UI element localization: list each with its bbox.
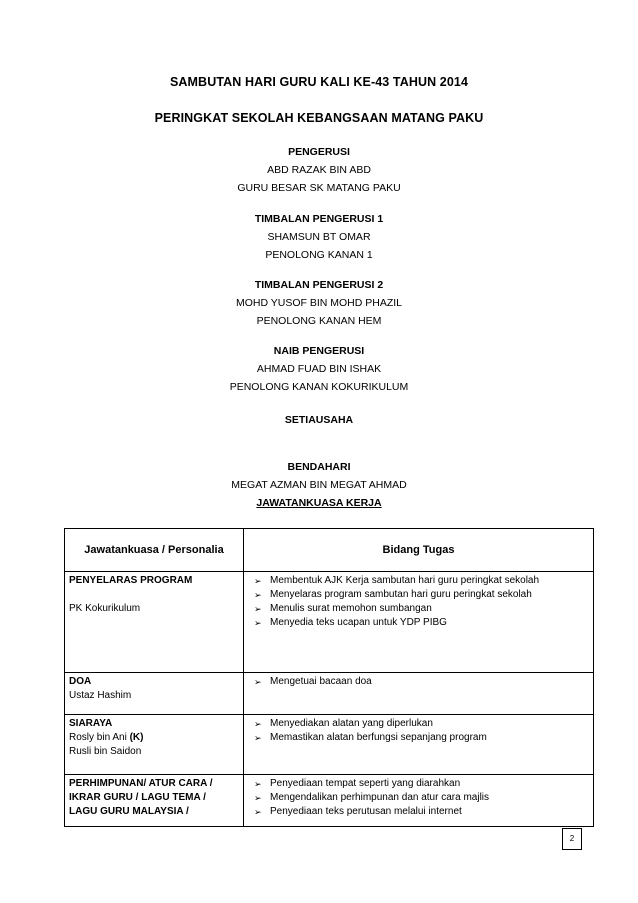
arrow-bullet-icon: ➢ <box>254 793 262 803</box>
table-row <box>65 715 594 775</box>
column-header-bidang-tugas: Bidang Tugas <box>244 529 594 572</box>
naib-block <box>0 342 638 396</box>
arrow-bullet-icon: ➢ <box>254 604 262 614</box>
list-item: ➢ Mengetuai bacaan doa <box>254 676 372 687</box>
tp2-role: PENOLONG KANAN HEM <box>256 315 382 327</box>
tp2-block <box>0 276 638 330</box>
list-item: ➢ Memastikan alatan berfungsi sepanjang program <box>254 732 487 743</box>
list-item: ➢ Menyedia teks ucapan untuk YDP PIBG <box>254 617 447 628</box>
setiausaha-heading: SETIAUSAHA <box>284 414 354 426</box>
document-subtitle: PERINGKAT SEKOLAH KEBANGSAAN MATANG PAKU <box>154 111 484 125</box>
task-list <box>248 717 589 745</box>
personalia-cell <box>65 715 244 775</box>
naib-name: AHMAD FUAD BIN ISHAK <box>256 363 382 375</box>
tasks-cell <box>244 715 594 775</box>
arrow-bullet-icon: ➢ <box>254 779 262 789</box>
tp1-role: PENOLONG KANAN 1 <box>265 249 373 261</box>
committee-name: PENYELARAS PROGRAM <box>69 575 193 586</box>
committee-name: DOA <box>69 676 92 687</box>
pengerusi-role: GURU BESAR SK MATANG PAKU <box>237 182 401 194</box>
arrow-bullet-icon: ➢ <box>254 677 262 687</box>
naib-heading: NAIB PENGERUSI <box>273 345 365 357</box>
naib-role: PENOLONG KANAN KOKURIKULUM <box>229 381 409 393</box>
tasks-cell <box>244 775 594 827</box>
table-row <box>65 673 594 715</box>
bendahari-heading: BENDAHARI <box>287 461 351 473</box>
bendahari-block <box>0 458 638 512</box>
task-list <box>248 675 589 689</box>
arrow-bullet-icon: ➢ <box>254 590 262 600</box>
list-item: ➢ Menyelaras program sambutan hari guru peringkat sekolah <box>254 589 532 600</box>
committee-member: Rusli bin Saidon <box>69 746 142 757</box>
personalia-cell <box>65 775 244 827</box>
document-title: SAMBUTAN HARI GURU KALI KE-43 TAHUN 2014 <box>169 75 468 89</box>
committee-name: IKRAR GURU / LAGU TEMA / <box>69 792 206 803</box>
duties-table <box>64 528 594 827</box>
setiausaha-block <box>0 411 638 429</box>
arrow-bullet-icon: ➢ <box>254 618 262 628</box>
arrow-bullet-icon: ➢ <box>254 733 262 743</box>
personalia-cell <box>65 673 244 715</box>
list-item: ➢ Penyediaan tempat seperti yang diarahkan <box>254 778 461 789</box>
list-item: ➢ Membentuk AJK Kerja sambutan hari guru peringkat sekolah <box>254 575 540 586</box>
personalia-cell <box>65 572 244 673</box>
tp2-heading: TIMBALAN PENGERUSI 2 <box>254 279 384 291</box>
tasks-cell <box>244 673 594 715</box>
tp1-name: SHAMSUN BT OMAR <box>267 231 371 243</box>
task-list <box>248 777 589 819</box>
list-item: ➢ Menulis surat memohon sumbangan <box>254 603 432 614</box>
column-header-personalia: Jawatankuasa / Personalia <box>65 529 244 572</box>
tp1-heading: TIMBALAN PENGERUSI 1 <box>254 213 384 225</box>
committee-name: PERHIMPUNAN/ ATUR CARA / <box>69 778 213 789</box>
bendahari-name: MEGAT AZMAN BIN MEGAT AHMAD <box>231 479 407 491</box>
table-row <box>65 572 594 673</box>
list-item: ➢ Mengendalikan perhimpunan dan atur cara majlis <box>254 792 490 803</box>
arrow-bullet-icon: ➢ <box>254 807 262 817</box>
pengerusi-heading: PENGERUSI <box>288 146 350 158</box>
tp1-block <box>0 210 638 264</box>
committee-member: Rosly bin Ani (K) <box>69 732 144 743</box>
ketua-mark: (K) <box>129 732 144 743</box>
committee-name: LAGU GURU MALAYSIA / <box>69 806 189 817</box>
tp2-name: MOHD YUSOF BIN MOHD PHAZIL <box>235 297 403 309</box>
page-number: 2 <box>562 828 582 850</box>
table-row <box>65 775 594 827</box>
task-list <box>248 574 589 630</box>
committee-list <box>0 143 638 197</box>
list-item: ➢ Menyediakan alatan yang diperlukan <box>254 718 433 729</box>
list-item: ➢ Penyediaan teks perutusan melalui internet <box>254 806 462 817</box>
committee-member: PK Kokurikulum <box>69 603 141 614</box>
jawatankuasa-kerja-heading: JAWATANKUASA KERJA <box>256 497 382 509</box>
arrow-bullet-icon: ➢ <box>254 576 262 586</box>
pengerusi-name: ABD RAZAK BIN ABD <box>267 164 371 176</box>
committee-member: Ustaz Hashim <box>69 690 132 701</box>
tasks-cell <box>244 572 594 673</box>
arrow-bullet-icon: ➢ <box>254 719 262 729</box>
table-header-row <box>65 529 594 572</box>
committee-name: SIARAYA <box>69 718 113 729</box>
